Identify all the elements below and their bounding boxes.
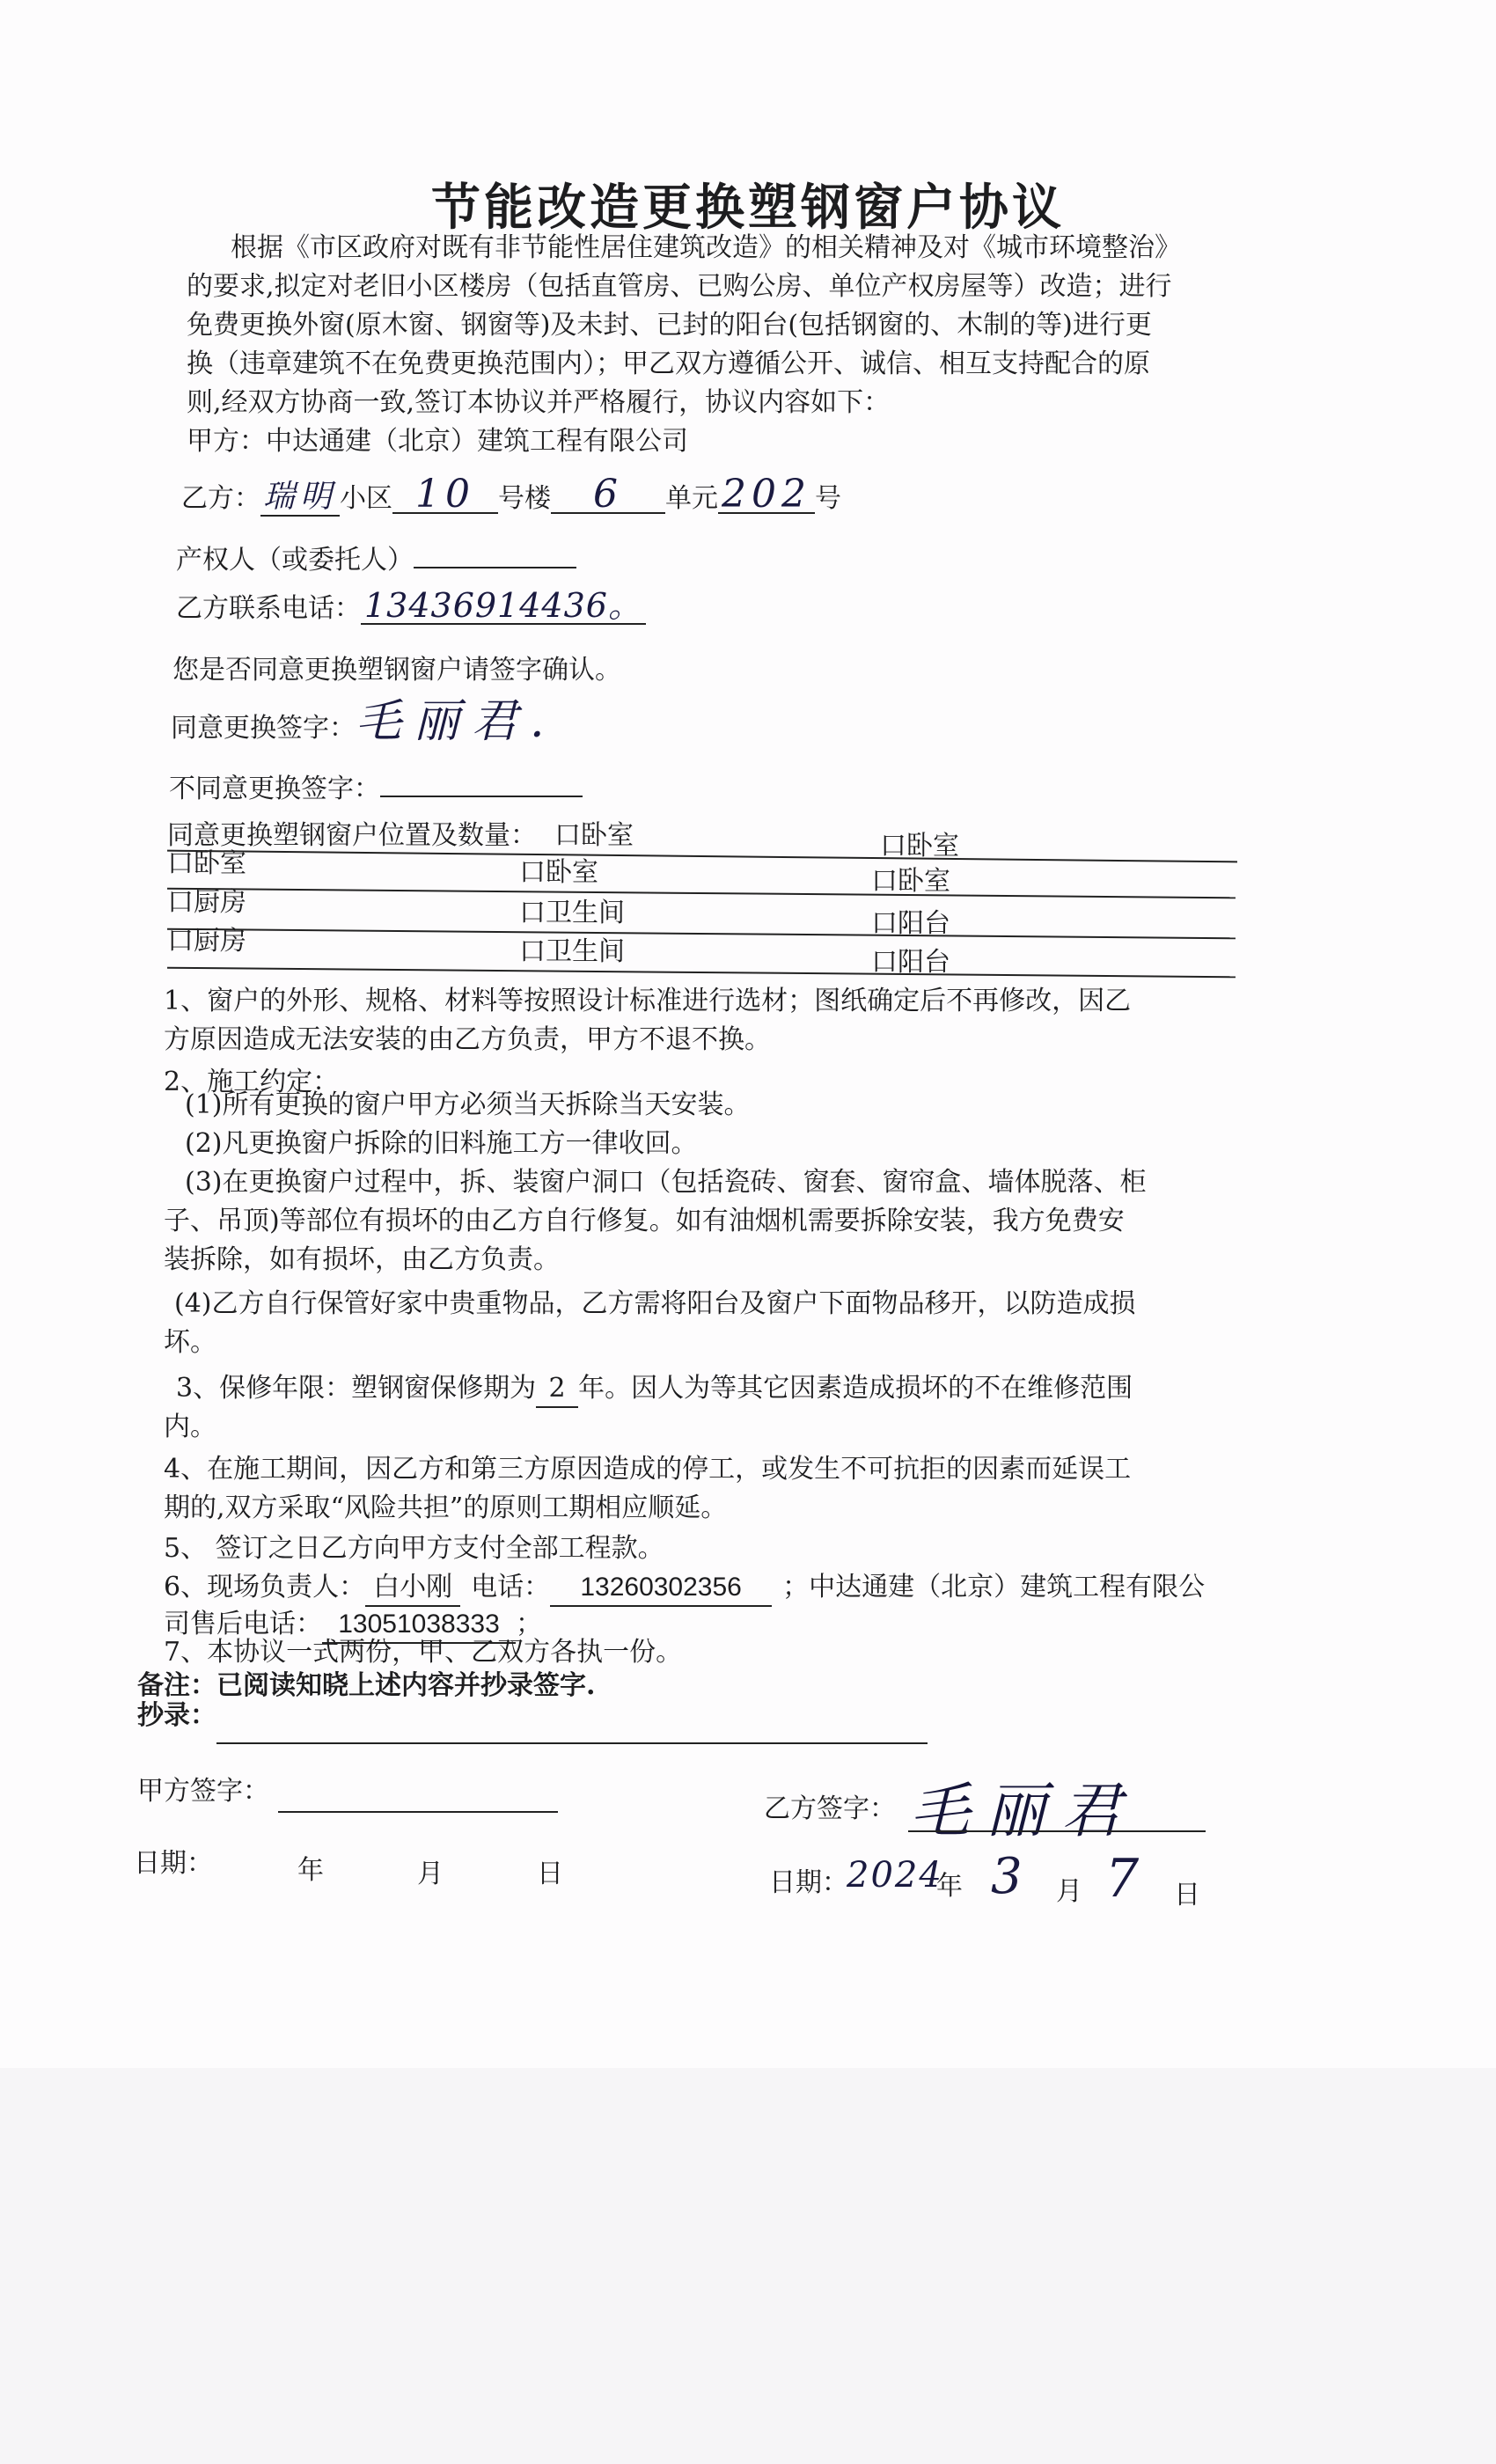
- building-suffix: 号楼: [498, 483, 551, 514]
- room-r2c2[interactable]: 口卧室: [519, 857, 598, 888]
- sign-a-line[interactable]: [278, 1811, 558, 1813]
- date-b-label: 日期：: [769, 1867, 848, 1898]
- date-a-year-unit: 年: [297, 1855, 324, 1886]
- site-manager-field[interactable]: 白小刚: [365, 1570, 460, 1607]
- intro-line-1: 根据《市区政府对既有非节能性居住建筑改造》的相关精神及对《城市环境整治》: [231, 232, 1181, 263]
- disagree-line: [169, 766, 583, 807]
- phone-field[interactable]: 13436914436。: [361, 588, 646, 625]
- sign-b-signature: 毛丽君: [910, 1777, 1138, 1846]
- owner-line: [176, 537, 576, 578]
- agree-line: [171, 695, 557, 748]
- room-r3c1[interactable]: 口厨房: [167, 887, 246, 918]
- room-field[interactable]: 202: [718, 477, 815, 514]
- clause-6-prefix: 6、现场负责人：: [164, 1572, 366, 1602]
- party-b-line: [181, 472, 841, 517]
- clause-2-4-line-2: 坏。: [164, 1327, 216, 1358]
- room-r2c3[interactable]: 口卧室: [871, 866, 950, 897]
- community-field[interactable]: 瑞明: [260, 480, 340, 517]
- phone-label: 乙方联系电话：: [176, 593, 361, 624]
- after-sales-label: 司售后电话：: [164, 1609, 322, 1639]
- room-r1c3[interactable]: 口卧室: [880, 831, 959, 862]
- clause-6-phone-label: 电话：: [471, 1572, 551, 1602]
- warranty-years-field[interactable]: 2: [536, 1371, 578, 1408]
- clause-2-1-text: (1)所有更换的窗户甲方必须当天拆除当天安装。: [185, 1089, 751, 1120]
- clause-6-company: ；中达通建（北京）建筑工程有限公: [782, 1572, 1206, 1602]
- room-r4c1[interactable]: 口厨房: [167, 926, 246, 957]
- unit-field[interactable]: 6: [551, 477, 665, 514]
- clause-2-3-line-3: 装拆除，如有损坏，由乙方负责。: [164, 1244, 560, 1275]
- room-r3c3[interactable]: 口阳台: [871, 908, 950, 939]
- date-a-day-unit: 日: [537, 1859, 563, 1889]
- room-r4c3[interactable]: 口阳台: [871, 947, 950, 978]
- clause-5: 5、 签订之日乙方向甲方支付全部工程款。: [164, 1533, 664, 1564]
- note: 备注：已阅读知晓上述内容并抄录签字.: [137, 1670, 596, 1701]
- room-r2c1[interactable]: 口卧室: [167, 848, 246, 879]
- sign-a-label: 甲方签字：: [137, 1776, 269, 1807]
- date-b-day: 7: [1105, 1848, 1145, 1910]
- clause-2-3-line-2: 子、吊顶)等部位有损坏的由乙方自行修复。如有油烟机需要拆除安装，我方免费安: [164, 1206, 1125, 1236]
- date-b-day-unit: 日: [1174, 1880, 1200, 1910]
- clause-3-line-2: 内。: [164, 1412, 216, 1442]
- date-a-label: 日期：: [134, 1848, 213, 1879]
- sign-b-line[interactable]: [908, 1830, 1206, 1832]
- room-r3c2[interactable]: 口卫生间: [519, 898, 625, 928]
- copy-label: 抄录：: [137, 1700, 216, 1731]
- clause-4-line-1: 4、在施工期间，因乙方和第三方原因造成的停工，或发生不可抗拒的因素而延误工: [164, 1454, 1132, 1485]
- intro-line-4: 换（违章建筑不在免费更换范围内）；甲乙双方遵循公开、诚信、相互支持配合的原: [187, 348, 1150, 379]
- clause-3-prefix: 3、保修年限：塑钢窗保修期为: [176, 1373, 537, 1404]
- room-r4c2[interactable]: 口卫生间: [519, 936, 625, 967]
- table-rule-1: [167, 850, 1237, 863]
- community-suffix: 小区: [340, 483, 392, 514]
- phone-line: [176, 588, 646, 627]
- unit-suffix: 单元: [665, 483, 718, 514]
- positions-label: 同意更换塑钢窗户位置及数量：: [167, 820, 537, 851]
- disagree-field[interactable]: [380, 766, 583, 797]
- disagree-label: 不同意更换签字：: [169, 774, 380, 804]
- intro-line-5: 则,经双方协商一致,签订本协议并严格履行，协议内容如下：: [187, 387, 891, 418]
- owner-field[interactable]: [414, 537, 576, 568]
- room-suffix: 号: [815, 483, 841, 514]
- party-b-label: 乙方：: [181, 483, 260, 514]
- page-title: 节能改造更换塑钢窗户协议: [431, 180, 1065, 237]
- date-b-year: 2024: [847, 1855, 943, 1896]
- clause-1-line-2: 方原因造成无法安装的由乙方负责，甲方不退不换。: [164, 1024, 771, 1055]
- clause-1-line-1: 1、窗户的外形、规格、材料等按照设计标准进行选材；图纸确定后不再修改，因乙: [164, 986, 1132, 1016]
- clause-2-2: (2)凡更换窗户拆除的旧料施工方一律收回。: [185, 1128, 698, 1159]
- clause-2-4-line-1: (4)乙方自行保管好家中贵重物品，乙方需将阳台及窗户下面物品移开，以防造成损: [174, 1288, 1136, 1319]
- clause-2-3-line-1: (3)在更换窗户过程中，拆、装窗户洞口（包括瓷砖、窗套、窗帘盒、墙体脱落、柜: [185, 1167, 1147, 1198]
- clause-3-line-1: [176, 1371, 1133, 1408]
- confirm-prompt: 您是否同意更换塑钢窗户请签字确认。: [172, 655, 621, 686]
- clause-7: 7、本协议一式两份，甲、乙双方各执一份。: [164, 1637, 683, 1668]
- intro-line-2: 的要求,拟定对老旧小区楼房（包括直管房、已购公房、单位产权房屋等）改造；进行: [187, 271, 1172, 302]
- table-rule-2: [167, 888, 1236, 899]
- party-a: 甲方：中达通建（北京）建筑工程有限公司: [187, 426, 688, 457]
- clause-6-line-1: [164, 1570, 1205, 1607]
- table-rule-4: [167, 967, 1236, 979]
- agree-label: 同意更换签字：: [171, 713, 356, 744]
- clause-4-line-2: 期的,双方采取“风险共担”的原则工期相应顺延。: [164, 1492, 728, 1523]
- copy-line[interactable]: [216, 1742, 928, 1744]
- agree-signature: 毛丽君.: [356, 695, 557, 748]
- room-r1c2[interactable]: 口卧室: [554, 820, 634, 851]
- date-a-month-unit: 月: [417, 1859, 444, 1889]
- building-field[interactable]: 10: [392, 477, 498, 514]
- sign-b-label: 乙方签字：: [764, 1793, 896, 1824]
- clause-6-end: ；: [516, 1609, 542, 1639]
- after-sales-phone-field[interactable]: 13051038333: [322, 1607, 516, 1644]
- date-b-month-unit: 月: [1056, 1876, 1082, 1907]
- intro-line-3: 免费更换外窗(原木窗、钢窗等)及未封、已封的阳台(包括钢窗的、木制的等)进行更: [187, 310, 1152, 341]
- table-rule-3: [167, 928, 1236, 940]
- date-b-month: 3: [991, 1848, 1028, 1905]
- owner-label: 产权人（或委托人）: [176, 545, 414, 576]
- site-phone-field[interactable]: 13260302356: [550, 1570, 772, 1607]
- clause-3-suffix: 年。因人为等其它因素造成损坏的不在维修范围: [578, 1373, 1133, 1404]
- clause-2: 2、施工约定：: [164, 1067, 340, 1097]
- date-b-year-unit: 年: [936, 1871, 963, 1902]
